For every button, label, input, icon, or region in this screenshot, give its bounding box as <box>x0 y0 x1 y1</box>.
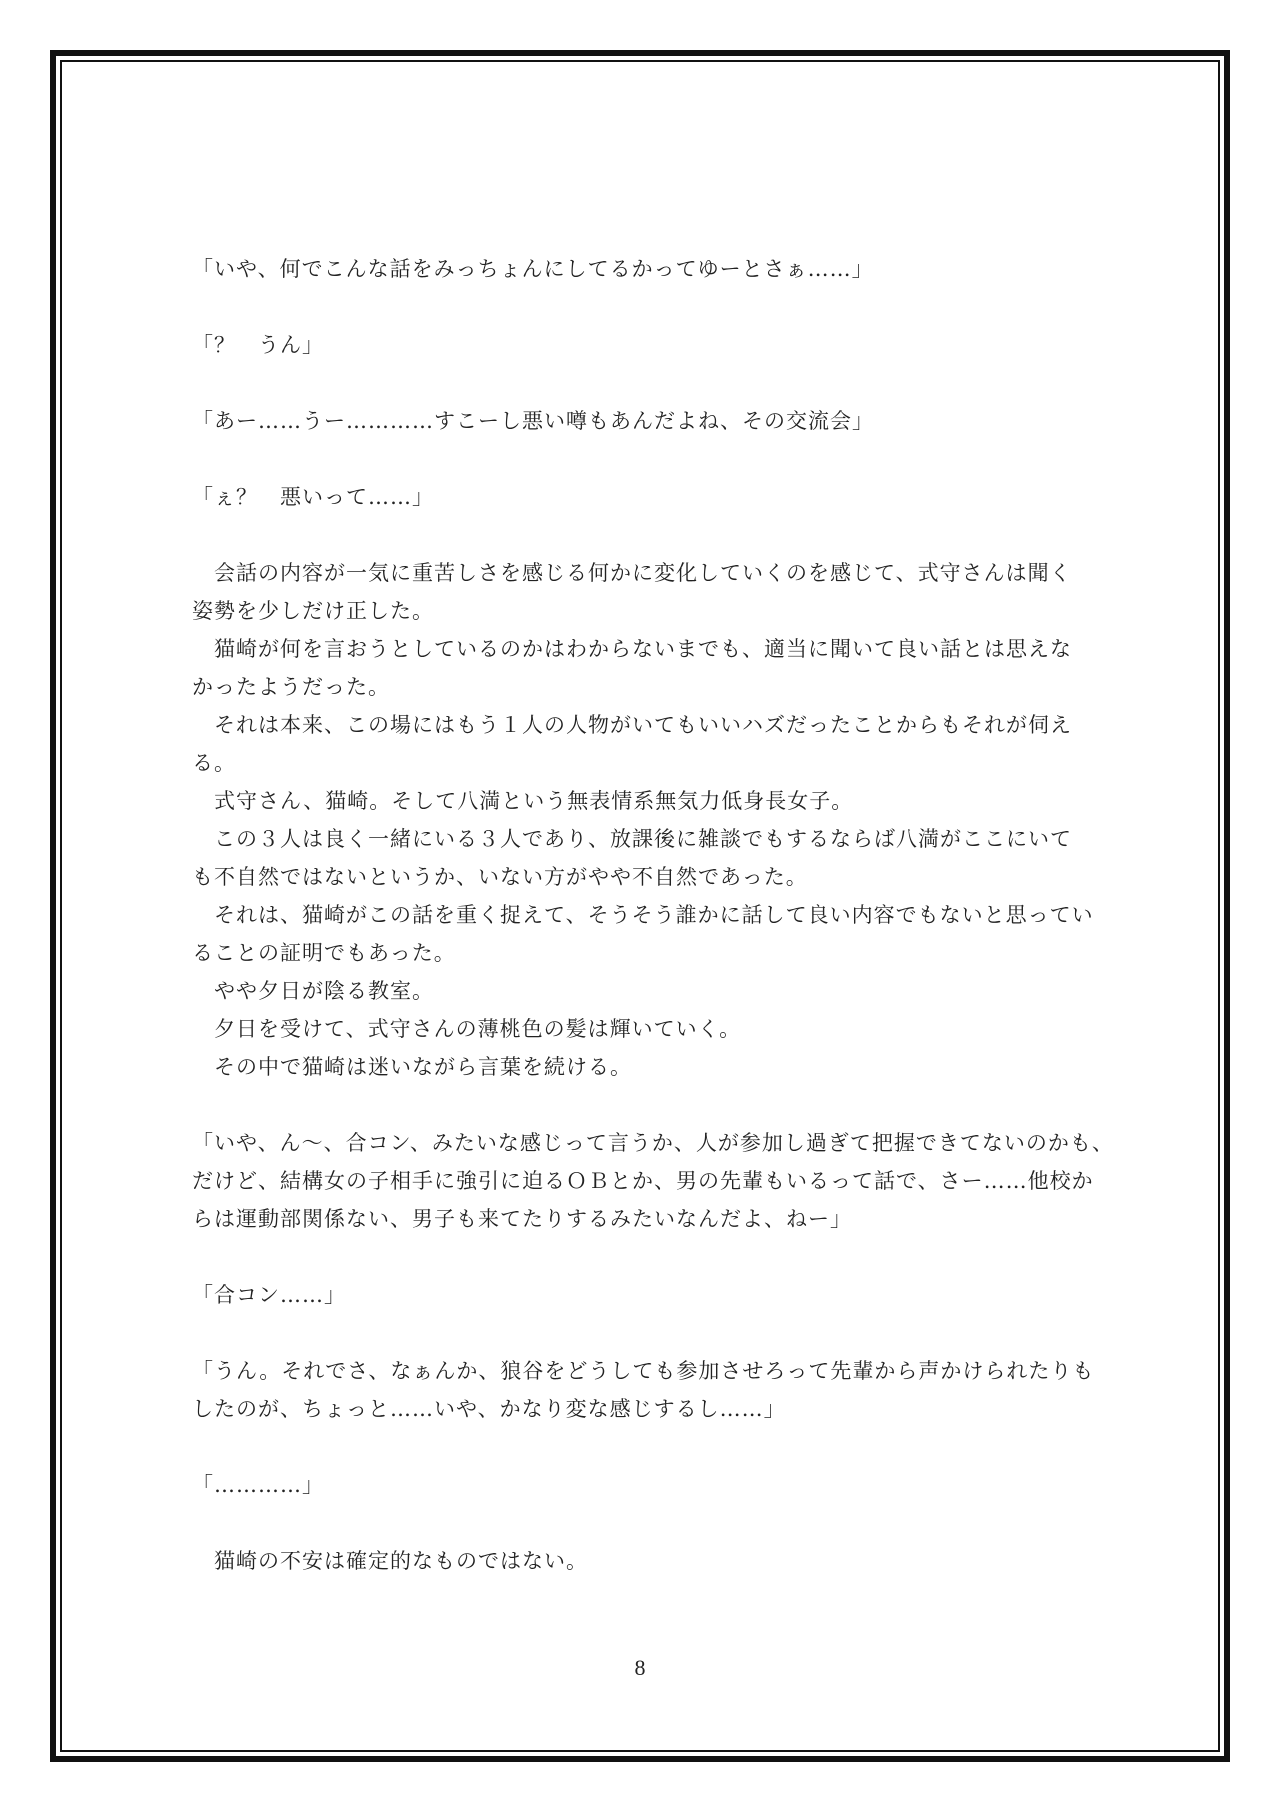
blank-line <box>192 364 1102 402</box>
blank-line <box>192 1504 1102 1542</box>
text-line: 「？ うん」 <box>192 333 324 357</box>
text-line: らは運動部関係ない、男子も来てたりするみたいなんだよ、ねー」 <box>192 1207 852 1231</box>
text-line: 姿勢を少しだけ正した。 <box>192 599 434 623</box>
text-line: 会話の内容が一気に重苦しさを感じる何かに変化していくのを感じて、式守さんは聞く <box>192 561 1072 585</box>
body-text <box>192 250 1114 1580</box>
text-line: その中で猫崎は迷いながら言葉を続ける。 <box>192 1055 632 1079</box>
text-line: かったようだった。 <box>192 675 390 699</box>
text-line: も不自然ではないというか、いない方がやや不自然であった。 <box>192 865 808 889</box>
text-line: 式守さん、猫崎。そして八満という無表情系無気力低身長女子。 <box>192 789 854 813</box>
text-line: やや夕日が陰る教室。 <box>192 979 434 1003</box>
text-line: 「ぇ？ 悪いって……」 <box>192 485 434 509</box>
text-line: 「合コン……」 <box>192 1283 346 1307</box>
blank-line <box>192 1314 1102 1352</box>
text-line: 「…………」 <box>192 1473 324 1497</box>
blank-line <box>192 1238 1102 1276</box>
text-line: る。 <box>192 751 236 775</box>
text-line: 夕日を受けて、式守さんの薄桃色の髪は輝いていく。 <box>192 1017 742 1041</box>
text-line: ることの証明でもあった。 <box>192 941 456 965</box>
text-line: だけど、結構女の子相手に強引に迫るＯＢとか、男の先輩もいるって話で、さー……他校か <box>192 1169 1094 1193</box>
text-line: 「うん。それでさ、なぁんか、狼谷をどうしても参加させろって先輩から声かけられたりも <box>192 1359 1095 1383</box>
text-line: 「いや、何でこんな話をみっちょんにしてるかってゆーとさぁ……」 <box>192 257 874 281</box>
text-line: したのが、ちょっと……いや、かなり変な感じするし……」 <box>192 1397 786 1421</box>
blank-line <box>192 1428 1102 1466</box>
text-line: 「あー……うー…………すこーし悪い噂もあんだよね、その交流会」 <box>192 409 874 433</box>
text-line: 「いや、ん～、合コン、みたいな感じって言うか、人が参加し過ぎて把握できてないのかも、 <box>192 1131 1114 1155</box>
text-line: 猫崎の不安は確定的なものではない。 <box>192 1549 588 1573</box>
blank-line <box>192 440 1102 478</box>
blank-line <box>192 288 1102 326</box>
blank-line <box>192 1086 1102 1124</box>
text-line: それは、猫崎がこの話を重く捉えて、そうそう誰かに話して良い内容でもないと思ってい <box>192 903 1094 927</box>
page-number: 8 <box>634 1655 646 1680</box>
text-line: 猫崎が何を言おうとしているのかはわからないまでも、適当に聞いて良い話とは思えな <box>192 637 1072 661</box>
text-line: この３人は良く一緒にいる３人であり、放課後に雑談でもするならば八満がここにいて <box>192 827 1072 851</box>
blank-line <box>192 516 1102 554</box>
text-line: それは本来、この場にはもう１人の人物がいてもいいハズだったことからもそれが伺え <box>192 713 1072 737</box>
